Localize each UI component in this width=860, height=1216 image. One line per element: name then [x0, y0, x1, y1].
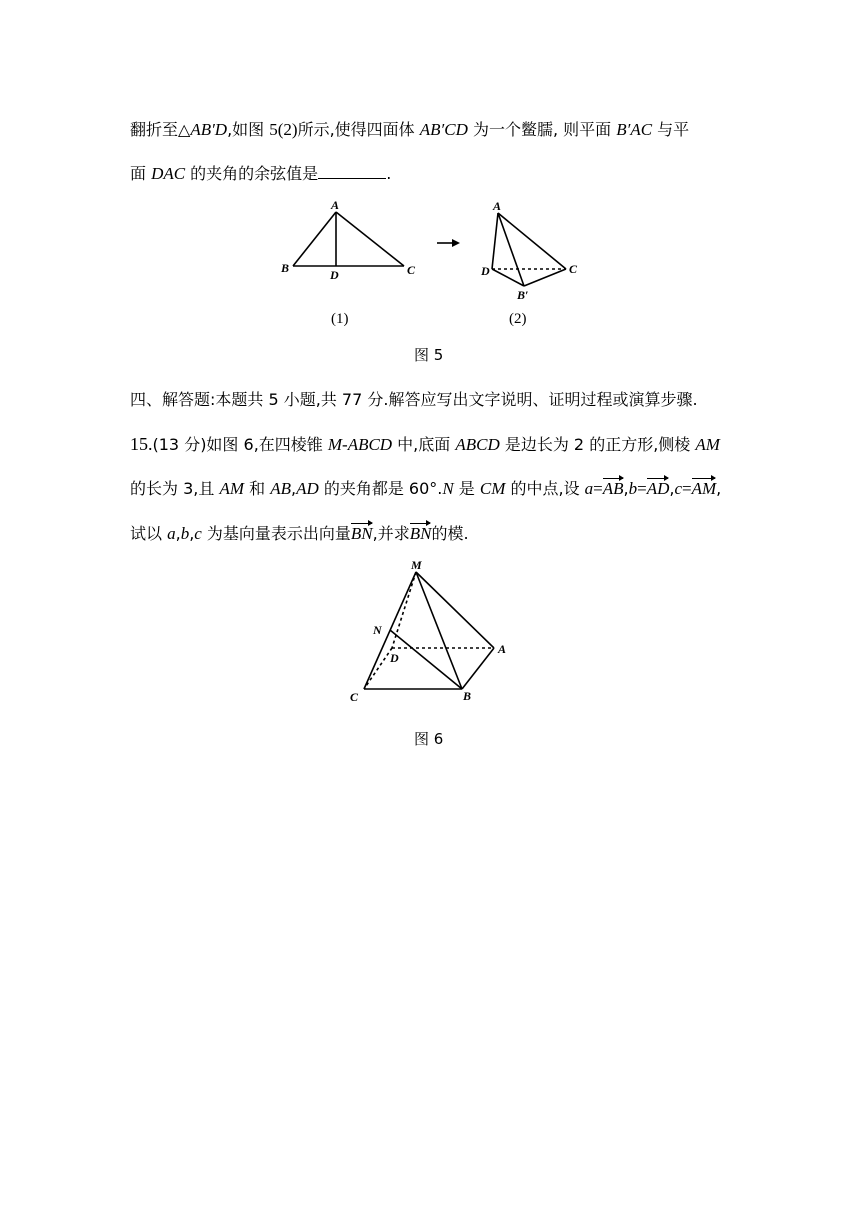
math-text: AB′CD	[419, 120, 468, 139]
problem-number: 15.	[130, 434, 153, 454]
text: 面	[130, 164, 152, 183]
figure6-pyramid	[364, 572, 494, 689]
text: .	[386, 164, 392, 183]
label-A: A	[498, 642, 507, 656]
text: ,	[669, 479, 675, 498]
text: 试以	[130, 524, 168, 543]
math-text: N	[442, 479, 454, 498]
vector-BN: BN	[350, 524, 373, 543]
text: 是	[453, 479, 480, 498]
math-text: AB	[270, 479, 291, 498]
label-C: C	[350, 690, 359, 704]
math-text: AM	[695, 435, 720, 454]
edge-MD-hidden	[392, 572, 416, 648]
text: 所示,使得四面体	[297, 120, 420, 139]
text: ,	[175, 524, 181, 543]
arrow-icon	[437, 239, 460, 247]
math-text: AM	[219, 479, 244, 498]
subfigure-caption: (1)	[331, 311, 349, 327]
label-A: A	[493, 199, 502, 213]
text: 的长为 3,且	[130, 479, 220, 498]
label-B: B	[281, 261, 290, 275]
label-B-prime: B′	[517, 288, 529, 302]
edge-BC	[524, 269, 566, 286]
text: 的中点,设	[505, 479, 585, 498]
figure-caption: 图 6	[414, 730, 444, 748]
figure5-sub1	[293, 212, 404, 266]
label-D: D	[481, 264, 490, 278]
text: 中,底面	[392, 435, 456, 454]
problem15-line1	[130, 434, 720, 455]
math-text: AD	[296, 479, 319, 498]
math-text: M-ABCD	[327, 435, 393, 454]
label-D: D	[390, 651, 399, 665]
text: =	[637, 479, 647, 498]
problem15-line2	[130, 479, 721, 499]
section-heading: 四、解答题:本题共 5 小题,共 77 分.解答应写出文字说明、证明过程或演算步骤.	[130, 390, 698, 409]
text: 和	[244, 479, 271, 498]
number-text: 5(2)	[269, 120, 298, 139]
text: ,	[716, 479, 722, 498]
text: ,	[189, 524, 195, 543]
label-D: D	[330, 268, 339, 282]
figure-caption: 图 5	[414, 346, 444, 364]
text: 的夹角的余弦值是	[185, 164, 319, 183]
edge-MA	[416, 572, 494, 648]
math-text: b	[628, 479, 638, 498]
edge-AC	[336, 212, 404, 266]
label-A: A	[331, 198, 340, 212]
text: 是边长为 2 的正方形,侧棱	[499, 435, 696, 454]
label-N: N	[373, 623, 382, 637]
problem15-line3	[130, 524, 469, 544]
label-B: B	[463, 689, 472, 703]
math-text: AB′D	[190, 120, 228, 139]
text: =	[593, 479, 603, 498]
text: 为一个鳖臑, 则平面	[467, 120, 617, 139]
vector-AD: AD	[646, 479, 670, 498]
edge-AD	[492, 213, 498, 269]
figure5-sub2	[492, 213, 566, 286]
math-text: B′AC	[616, 120, 653, 139]
vector-AB: AB	[602, 479, 624, 498]
label-M: M	[411, 558, 422, 572]
math-text: a	[584, 479, 594, 498]
edge-BA	[462, 648, 494, 689]
text: ,并求	[372, 524, 410, 543]
text: =	[682, 479, 692, 498]
math-text: ABCD	[455, 435, 500, 454]
math-text: CM	[479, 479, 506, 498]
text: 的夹角都是 60°.	[318, 479, 443, 498]
subfigure-caption: (2)	[509, 311, 527, 327]
text: 与平	[652, 120, 690, 139]
vector-BN: BN	[409, 524, 432, 543]
text: ,	[290, 479, 297, 498]
text: ,	[623, 479, 629, 498]
math-text: c	[674, 479, 683, 498]
edge-MB	[416, 572, 462, 689]
math-text: c	[194, 524, 202, 543]
edge-DC-hidden	[364, 648, 392, 689]
text: (13 分)如图 6,在四棱锥	[152, 435, 328, 454]
math-text: b	[180, 524, 190, 543]
label-C: C	[569, 262, 578, 276]
text: 翻折至△	[130, 120, 191, 139]
text: ,如图	[227, 120, 270, 139]
text: 的模.	[431, 524, 469, 543]
text: 为基向量表示出向量	[201, 524, 351, 543]
math-text: DAC	[151, 164, 186, 183]
vector-AM: AM	[691, 479, 717, 498]
label-C: C	[407, 263, 416, 277]
edge-AB	[293, 212, 336, 266]
math-text: a	[167, 524, 176, 543]
